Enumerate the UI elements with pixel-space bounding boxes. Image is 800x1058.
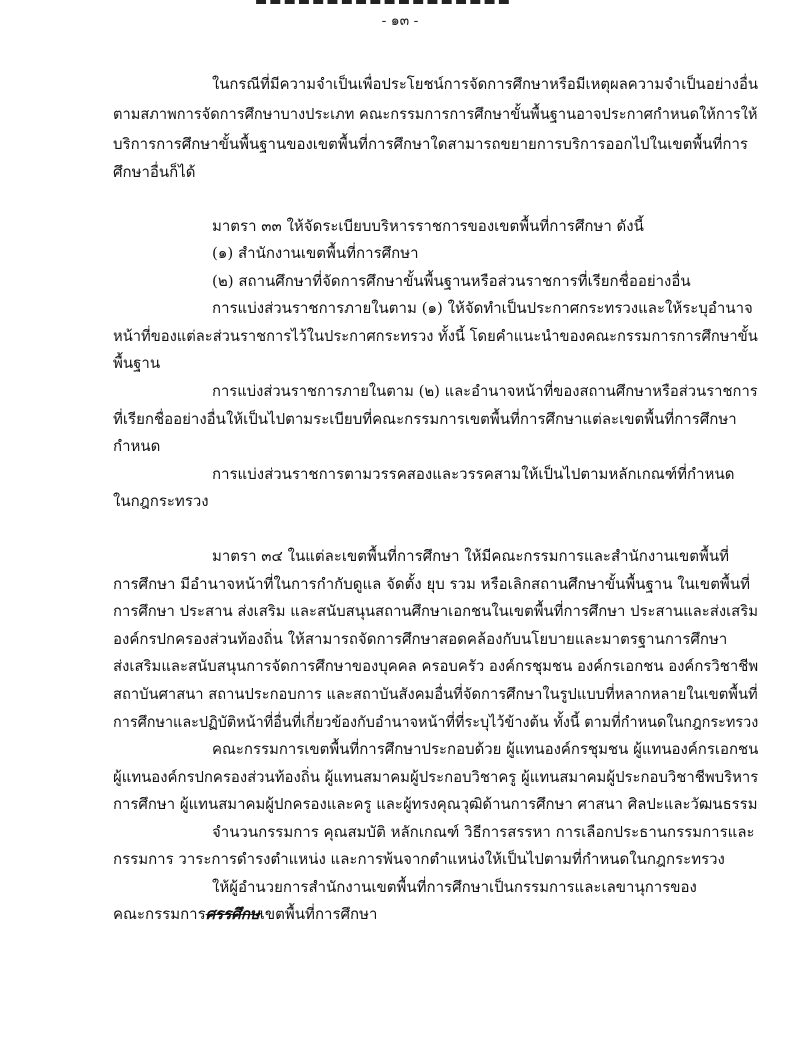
text-line: คณะกรรมการเขตพื้นที่การศึกษาประกอบด้วย ผู้แทนองค์กรชุมชน ผู้แทนองค์กรเอกชน bbox=[212, 740, 759, 758]
top-clipped-text bbox=[255, 0, 545, 4]
text-line: (๑) สำนักงานเขตพื้นที่การศึกษา bbox=[212, 244, 419, 262]
text-line: การศึกษา ผู้แทนสมาคมผู้ปกครองและครู และผู้ทรงคุณวุฒิด้านการศึกษา ศาสนา ศิลปะและวัฒนธรรม bbox=[113, 795, 758, 813]
text-line: ในกฎกระทรวง bbox=[113, 492, 209, 510]
section-33-heading: มาตรา ๓๓ ให้จัดระเบียบบริหารราชการของเขตพื้นที่การศึกษา ดังนี้ bbox=[212, 217, 644, 235]
text-line: การแบ่งส่วนราชการตามวรรคสองและวรรคสามให้เป็นไปตามหลักเกณฑ์ที่กำหนด bbox=[212, 465, 735, 483]
text-line: ที่เรียกชื่ออย่างอื่นให้เป็นไปตามระเบียบที่คณะกรรมการเขตพื้นที่การศึกษาแต่ละเขตพื้นที่การศึกษา bbox=[113, 410, 737, 428]
last-line-prefix: คณะกรรมการ bbox=[113, 905, 206, 923]
text-line: การศึกษา ประสาน ส่งเสริม และสนับสนุนสถานศึกษาเอกชนในเขตพื้นที่การศึกษา ประสานและส่งเสริม bbox=[113, 602, 759, 620]
section-34-heading: มาตรา ๓๔ ในแต่ละเขตพื้นที่การศึกษา ให้มีคณะกรรมการและสำนักงานเขตพื้นที่ bbox=[212, 547, 730, 565]
text-line: ส่งเสริมและสนับสนุนการจัดการศึกษาของบุคคล ครอบครัว องค์กรชุมชน องค์กรเอกชน องค์กรวิชาชีพ bbox=[113, 657, 759, 675]
text-line: การศึกษา มีอำนาจหน้าที่ในการกำกับดูแล จัดตั้ง ยุบ รวม หรือเลิกสถานศึกษาขั้นพื้นฐาน ในเขตพื้นที่ bbox=[113, 575, 750, 593]
text-line: ศึกษาอื่นก็ได้ bbox=[113, 163, 196, 181]
text-line: ในกรณีที่มีความจำเป็นเพื่อประโยชน์การจัดการศึกษาหรือมีเหตุผลความจำเป็นอย่างอื่น bbox=[212, 75, 759, 93]
text-line: กรรมการ วาระการดำรงตำแหน่ง และการพ้นจากตำแหน่งให้เป็นไปตามที่กำหนดในกฎกระทรวง bbox=[113, 850, 725, 868]
text-line-last bbox=[113, 904, 377, 924]
text-line: กำหนด bbox=[113, 437, 161, 455]
text-line: พื้นฐาน bbox=[113, 354, 161, 372]
text-line: การศึกษาและปฏิบัติหน้าที่อื่นที่เกี่ยวข้องกับอำนาจหน้าที่ที่ระบุไว้ข้างต้น ทั้งนี้ ตามที่กำหนดในกฎกระทรวง bbox=[113, 713, 759, 731]
text-line: จำนวนกรรมการ คุณสมบัติ หลักเกณฑ์ วิธีการสรรหา การเลือกประธานกรรมการและ bbox=[212, 823, 755, 841]
text-line: (๒) สถานศึกษาที่จัดการศึกษาขั้นพื้นฐานหรือส่วนราชการที่เรียกชื่ออย่างอื่น bbox=[212, 272, 691, 290]
page-number: - ๑๓ - bbox=[381, 13, 419, 29]
text-line: ผู้แทนองค์กรปกครองส่วนท้องถิ่น ผู้แทนสมาคมผู้ประกอบวิชาครู ผู้แทนสมาคมผู้ประกอบวิชาชีพบริหาร bbox=[113, 768, 759, 786]
text-line: ให้ผู้อำนวยการสำนักงานเขตพื้นที่การศึกษาเป็นกรรมการและเลขานุการของ bbox=[212, 878, 697, 896]
struck-through-text: ศรรศึกษ bbox=[205, 905, 260, 923]
text-line: ตามสภาพการจัดการศึกษาบางประเภท คณะกรรมการการศึกษาขั้นพื้นฐานอาจประกาศกำหนดให้การให้ bbox=[113, 105, 758, 123]
last-line-suffix: เขตพื้นที่การศึกษา bbox=[259, 905, 378, 923]
text-line: การแบ่งส่วนราชการภายในตาม (๒) และอำนาจหน้าที่ของสถานศึกษาหรือส่วนราชการ bbox=[212, 382, 758, 400]
text-line: บริการการศึกษาขั้นพื้นฐานของเขตพื้นที่การศึกษาใดสามารถขยายการบริการออกไปในเขตพื้นที่การ bbox=[113, 135, 748, 153]
text-line: องค์กรปกครองส่วนท้องถิ่น ให้สามารถจัดการศึกษาสอดคล้องกับนโยบายและมาตรฐานการศึกษา bbox=[113, 630, 728, 648]
text-line: การแบ่งส่วนราชการภายในตาม (๑) ให้จัดทำเป็นประกาศกระทรวงและให้ระบุอำนาจ bbox=[212, 299, 753, 317]
text-line: หน้าที่ของแต่ละส่วนราชการไว้ในประกาศกระทรวง ทั้งนี้ โดยคำแนะนำของคณะกรรมการการศึกษาขั้น bbox=[113, 327, 758, 345]
text-line: สถาบันศาสนา สถานประกอบการ และสถาบันสังคมอื่นที่จัดการศึกษาในรูปแบบที่หลากหลายในเขตพื้นที่ bbox=[113, 685, 758, 703]
